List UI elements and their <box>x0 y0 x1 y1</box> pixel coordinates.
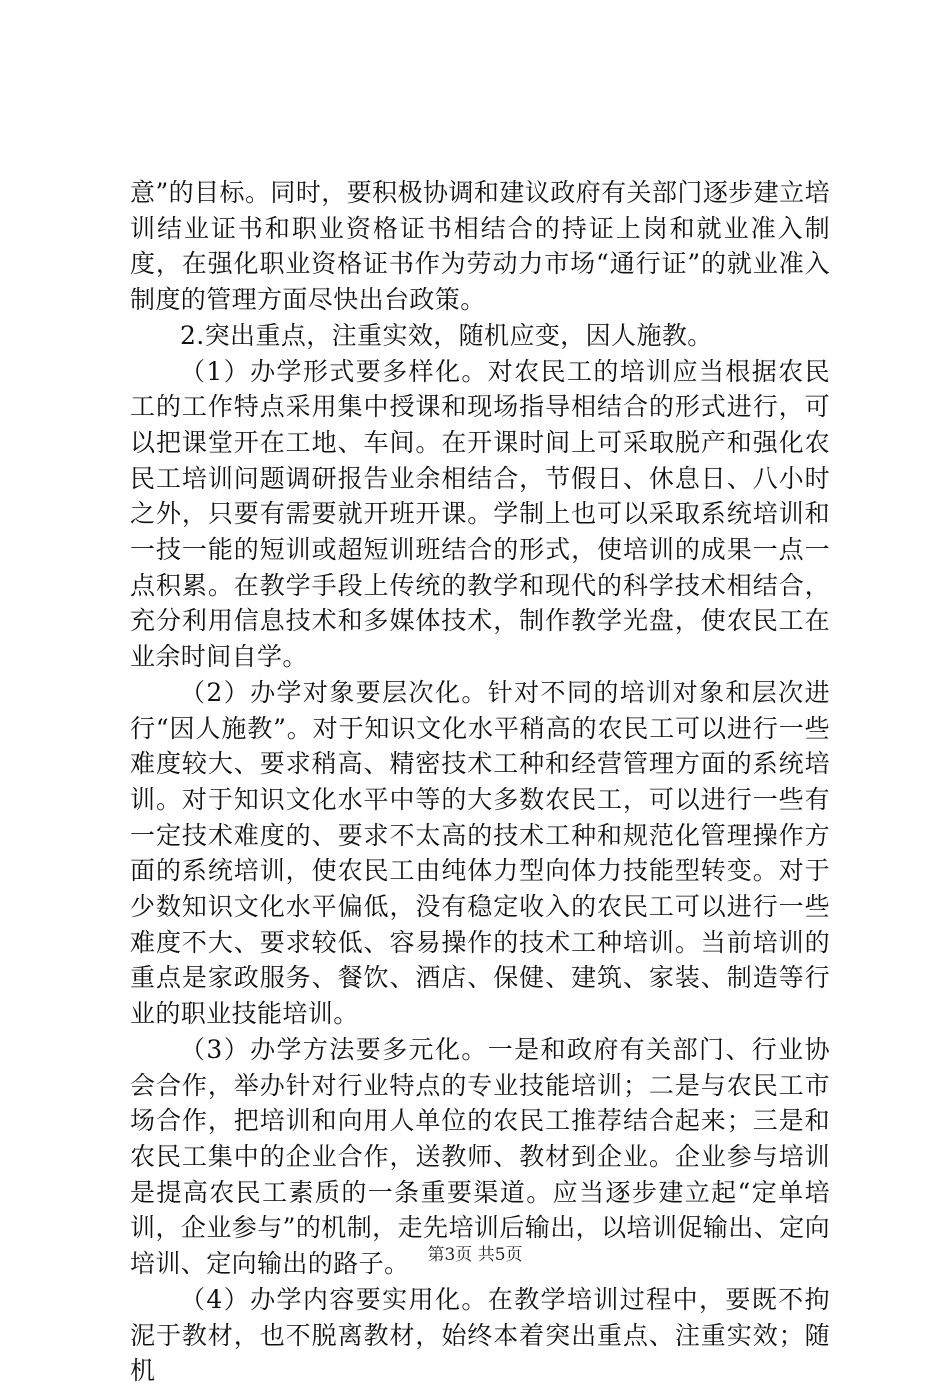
paragraph-continuation: 意”的目标。同时，要积极协调和建议政府有关部门逐步建立培训结业证书和职业资格证书相结合的持证上岗和就业准入制度，在强化职业资格证书作为劳动力市场“通行证”的就业准入制度的管理方面尽快出台政策。 <box>130 178 830 315</box>
paragraph-item-4: （4）办学内容要实用化。在教学培训过程中，要既不拘泥于教材，也不脱离教材，始终本着突出重点、注重实效；随机 <box>130 1284 830 1386</box>
section-heading: 2.突出重点，注重实效，随机应变，因人施教。 <box>180 320 713 350</box>
paragraph-item-3: （3）办学方法要多元化。一是和政府有关部门、行业协会合作，举办针对行业特点的专业技能培训；二是与农民工市场合作，把培训和向用人单位的农民工推荐结合起来；三是和农民工集中的企业合作，送教师、教材到企业。企业参与培训是提高农民工素质的一条重要渠道。应当逐步建立起“定单培训，企业参与”的机制，走先培训后输出，以培训促输出、定向培训、定向输出的路子。 <box>130 1034 830 1279</box>
page-number-footer: 第3页 共5页 <box>427 1245 523 1265</box>
paragraph-item-2: （2）办学对象要层次化。针对不同的培训对象和层次进行“因人施教”。对于知识文化水平稍高的农民工可以进行一些难度较大、要求稍高、精密技术工种和经营管理方面的系统培训。对于知识文化水平中等的大多数农民工，可以进行一些有一定技术难度的、要求不太高的技术工种和规范化管理操作方面的系统培训，使农民工由纯体力型向体力技能型转变。对于少数知识文化水平偏低，没有稳定收入的农民工可以进行一些难度不大、要求较低、容易操作的技术工种培训。当前培训的重点是家政服务、餐饮、酒店、保健、建筑、家装、制造等行业的职业技能培训。 <box>130 677 830 1029</box>
paragraph-item-1: （1）办学形式要多样化。对农民工的培训应当根据农民工的工作特点采用集中授课和现场指导相结合的形式进行，可以把课堂开在工地、车间。在开课时间上可采取脱产和强化农民工培训问题调研报告业余相结合，节假日、休息日、八小时之外，只要有需要就开班开课。学制上也可以采取系统培训和一技一能的短训或超短训班结合的形式，使培训的成果一点一点积累。在教学手段上传统的教学和现代的科学技术相结合，充分利用信息技术和多媒体技术，制作教学光盘，使农民工在业余时间自学。 <box>130 356 830 672</box>
document-body <box>130 175 830 1389</box>
